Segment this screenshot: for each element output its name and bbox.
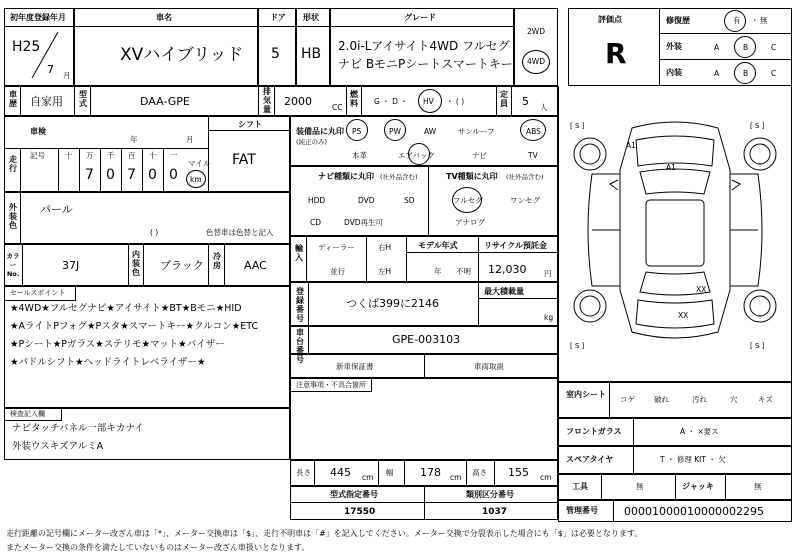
exterior-a: A: [714, 43, 720, 52]
plate-value: つくば399に2146: [346, 297, 439, 310]
equip-sunroof: サンルーフ: [458, 127, 495, 136]
handle-left: 左H: [378, 267, 392, 276]
mileage-digit-head: 十: [65, 151, 73, 160]
mileage-digit: 7: [127, 167, 136, 183]
displacement-label: 排気量: [263, 87, 271, 114]
interior-label: 内装: [666, 68, 682, 77]
nav-dvd-play: DVD再生可: [344, 218, 384, 227]
payload-unit: kg: [544, 313, 554, 322]
mileage-digit-head: 十: [149, 151, 157, 160]
sales-line-3: ★Pシート★Pガラス★ステリモ★マット★バイザー: [10, 339, 225, 350]
tv-label: TV種類に丸印: [446, 172, 498, 181]
mileage-sep: [20, 148, 21, 192]
mileage-digit: 7: [85, 167, 94, 183]
import-sep1: [306, 236, 307, 282]
spare-label: スペアタイヤ: [566, 455, 614, 464]
seat-yogore: 汚れ: [692, 395, 707, 404]
plate-label: 登録番号: [296, 287, 304, 323]
handle-right: 右H: [378, 243, 392, 252]
recycle-value: 12,030: [488, 263, 527, 276]
doors-divider: [258, 26, 296, 27]
chassis-label: 車台番号: [296, 328, 304, 364]
capacity-value: 5: [522, 95, 529, 108]
color-no-label: カラーNo.: [6, 252, 20, 278]
svg-text:[ S ]: [ S ]: [570, 342, 585, 350]
inspector-divider-v: [4, 408, 62, 420]
repair-sep: ・: [751, 16, 759, 25]
exterior-c: C: [771, 43, 777, 52]
interior-color-label: 内装色: [132, 250, 140, 277]
tv-sub: (社外品含む): [506, 173, 544, 181]
tools-value: 無: [636, 482, 644, 491]
mileage-km: km: [190, 175, 202, 184]
spare-value: T ・ 修理 KIT ・ 欠: [660, 455, 726, 464]
sales-divider: [4, 300, 76, 301]
car-name: XVハイブリッド: [120, 45, 244, 65]
shape-label: 形状: [303, 13, 319, 22]
sales-line-2: ★AライトPフォグ★Pスタ★スマートキー★クルコン★ETC: [10, 321, 259, 332]
tv-fullseg: フルセグ: [453, 196, 483, 205]
inspector-label: 検査記入欄: [10, 410, 45, 418]
fuel-options: G ・ D ・: [374, 97, 408, 106]
color-note: 色替車は色替と記入: [206, 228, 274, 237]
manual-label: 車両取説: [474, 362, 504, 371]
svg-text:[ S ]: [ S ]: [750, 342, 765, 350]
name-divider: [74, 26, 258, 27]
diagram-mark-xx-1: XX: [696, 285, 707, 294]
usage-label: 車歴: [9, 90, 17, 108]
colorno-sep2: [128, 244, 129, 286]
row2-sep9: [511, 86, 512, 116]
grade-line1: 2.0i-Lアイサイト4WD フルセグ: [338, 39, 510, 53]
plate-sep1: [308, 282, 309, 326]
mgmt-value: 00001000010000002295: [624, 505, 764, 518]
import-sep4: [478, 236, 479, 282]
capacity-label: 定員: [500, 90, 508, 108]
type-no-label: 型式指定番号: [330, 490, 378, 499]
chassis-value: GPE-003103: [392, 333, 461, 346]
recycle-label: リサイクル預託金: [484, 241, 547, 250]
grade-line2: ナビ BモニPシートスマートキー: [338, 57, 513, 71]
warranty-sep: [424, 354, 425, 378]
nav-sd: SD: [404, 196, 415, 205]
nav-sub: (社外品含む): [380, 173, 418, 181]
color-label: 外装色: [9, 203, 17, 230]
dims-sep2: [378, 460, 379, 486]
mileage-mile: マイル: [188, 159, 211, 168]
reg-slash: [30, 30, 60, 80]
score-value: R: [605, 37, 627, 70]
interior-a: A: [714, 69, 720, 78]
seat-ana: 穴: [730, 395, 738, 404]
seat-sep: [558, 382, 610, 418]
grade-divider: [330, 26, 514, 27]
interior-b: B: [743, 69, 749, 78]
width-unit: cm: [450, 473, 462, 482]
mileage-digit: 0: [148, 167, 157, 183]
sales-line-4: ★パドルシフト★ヘッドライトレベライザー★: [10, 357, 206, 368]
class-no-value: 1037: [482, 507, 508, 517]
length-value: 445: [330, 466, 351, 479]
exterior-circle: [734, 36, 756, 58]
inspection-year: 年: [130, 135, 138, 144]
equip-ps-circle: [346, 119, 368, 141]
equip-nav: ナビ: [472, 151, 487, 160]
colorno-sep1: [22, 244, 23, 286]
drive-cell: [514, 8, 558, 86]
length-unit: cm: [362, 473, 374, 482]
fuel-label: 燃料: [350, 90, 358, 108]
plate-divider: [478, 298, 558, 299]
footer-line-2: またメーター交換の条件を満たしていないものはメーター改ざん車扱いとなります。: [6, 543, 310, 552]
score-label: 評価点: [598, 15, 622, 24]
model-year-label: モデル年式: [418, 241, 458, 250]
mileage-digit-head: 万: [86, 151, 94, 160]
equip-airbag: エアバック: [398, 151, 435, 160]
row2-sep8: [496, 86, 497, 116]
doors-label: ドア: [270, 13, 286, 22]
diagram-mark-a1-top: A1: [666, 163, 676, 172]
nav-tv-sep: [428, 166, 429, 236]
ac-label: 冷房: [213, 252, 221, 270]
row2-sep2: [74, 86, 75, 116]
typeno-divider: [290, 502, 558, 503]
tv-oneseg: ワンセグ: [510, 196, 540, 205]
width-label: 幅: [386, 468, 394, 477]
import-dealer: ディーラー: [318, 243, 355, 252]
seat-koge: コゲ: [620, 395, 635, 404]
exterior-b: B: [743, 43, 749, 52]
ac-value: AAC: [244, 259, 267, 272]
tv-fullseg-circle: [452, 187, 482, 213]
nav-label: ナビ種類に丸印: [318, 172, 374, 181]
colorno-sep3: [143, 244, 144, 286]
reg-label: 初年度登録年月: [10, 13, 66, 22]
equip-aw: AW: [424, 127, 437, 136]
equipment-sublabel: (純正のみ): [296, 138, 328, 146]
reg-year: H25: [12, 39, 41, 55]
fuel-hv: HV: [423, 97, 434, 106]
repair-label: 修復歴: [666, 16, 690, 25]
reg-month-unit: 月: [63, 71, 71, 80]
equip-abs-circle: [520, 119, 546, 141]
length-label: 長さ: [296, 468, 311, 477]
row2-sep6: [346, 86, 347, 116]
tools-label: 工具: [572, 482, 588, 491]
row2-sep5: [274, 86, 275, 116]
dims-sep1: [314, 460, 315, 486]
footer-line-1: 走行距離の記号欄にメーター改ざん車は「*」、メーター交換車は「$」、走行不明車は「#」を記入してください。メーター交換で分裂表示した場合にも「$」は必要となります。: [6, 529, 643, 538]
color-paren: ( ): [150, 228, 159, 237]
displacement-unit: CC: [332, 103, 343, 112]
model-year-unknown: 不明: [456, 267, 471, 276]
svg-text:[ S ]: [ S ]: [750, 122, 765, 130]
equipment-label: 装備品に丸印: [296, 127, 344, 136]
jack-label: ジャッキ: [682, 482, 714, 491]
inspection-month: 月: [186, 135, 194, 144]
shift-value: FAT: [232, 152, 256, 168]
equip-airbag-circle: [408, 143, 430, 165]
type-no-value: 17550: [344, 507, 376, 517]
mileage-digit-head: 一: [170, 151, 178, 160]
nav-dvd: DVD: [358, 196, 375, 205]
inspector-line-2: 外装ウスキズアルミA: [12, 441, 104, 452]
colorno-sep5: [224, 244, 225, 286]
height-unit: cm: [540, 473, 552, 482]
exterior-label: 外装: [666, 42, 682, 51]
warranty-label: 新車保証書: [336, 362, 374, 371]
chassis-sep: [308, 326, 309, 354]
displacement-value: 2000: [284, 95, 312, 108]
mileage-digit-head: 百: [128, 151, 136, 160]
equip-pw: PW: [389, 127, 401, 136]
equip-leather: 本革: [352, 151, 367, 160]
windshield-value: A ・ ×要ス: [680, 427, 719, 436]
model-year-year: 年: [434, 267, 442, 276]
usage-value: 自家用: [30, 95, 63, 108]
colorno-sep4: [208, 244, 209, 286]
dims-sep4: [466, 460, 467, 486]
typeno-sep: [424, 486, 425, 520]
color-no-value: 37J: [62, 259, 80, 272]
import-label: 輸入: [295, 244, 303, 262]
row2-sep1: [20, 86, 21, 116]
drive-4wd: 4WD: [527, 57, 545, 66]
repair-no: 無: [760, 16, 768, 25]
model-label: 型式: [79, 90, 87, 108]
reg-divider: [4, 26, 74, 27]
interior-circle: [734, 62, 756, 84]
tv-analog: アナログ: [455, 218, 485, 227]
sales-line-1: ★4WD★フルセグナビ★アイサイト★BT★Bモニ★HID: [10, 303, 242, 314]
grade-label: グレード: [404, 13, 436, 22]
import-divider: [406, 252, 558, 253]
equip-pw-circle: [384, 119, 406, 141]
repair-circle: [724, 10, 746, 32]
shift-label: シフト: [238, 120, 262, 129]
dims-sep5: [494, 460, 495, 486]
import-sep2: [366, 236, 367, 282]
interior-color-value: ブラック: [160, 259, 204, 272]
mileage-label: 走行: [9, 155, 17, 173]
inspection-label: 車検: [30, 127, 46, 136]
mileage-record-label: 記号: [30, 151, 45, 160]
color-value: パール: [40, 203, 73, 216]
inspector-line-1: ナビタッチパネル一部キカナイ: [12, 423, 144, 434]
nav-hdd: HDD: [308, 196, 326, 205]
name-label: 車名: [156, 13, 172, 22]
seat-label: 室内シート: [566, 390, 606, 399]
shift-divider: [208, 130, 290, 131]
width-value: 178: [420, 466, 441, 479]
doors-value: 5: [271, 46, 280, 62]
shape-value: HB: [301, 46, 322, 62]
recycle-unit: 円: [544, 269, 552, 278]
class-no-label: 類別区分番号: [466, 490, 514, 499]
mgmt-label: 管理番号: [566, 506, 598, 515]
shift-sep: [208, 116, 209, 192]
jack-value: 無: [754, 482, 762, 491]
sales-divider-v: [4, 286, 76, 300]
dims-sep3: [404, 460, 405, 486]
car-diagram: [562, 110, 788, 360]
row2-sep3: [90, 86, 91, 116]
height-value: 155: [508, 466, 529, 479]
import-sep3: [406, 236, 407, 282]
svg-text:[ S ]: [ S ]: [570, 122, 585, 130]
row2-sep4: [258, 86, 259, 116]
repair-yes: 有: [733, 16, 741, 25]
notes-divider: [290, 391, 372, 392]
notes-divider-v: [290, 378, 372, 391]
seat-kizu: キズ: [758, 395, 773, 404]
fuel-tail: ・ ( ): [446, 97, 465, 106]
model-value: DAA-GPE: [140, 95, 190, 108]
interior-c: C: [771, 69, 777, 78]
drive-2wd: 2WD: [527, 27, 545, 36]
notes-label: 注意事項・不具合箇所: [296, 381, 366, 389]
mileage-digit: 0: [106, 167, 115, 183]
mileage-digit: 0: [169, 167, 178, 183]
windshield-label: フロントガラス: [566, 427, 622, 436]
row2-sep7: [361, 86, 362, 116]
diagram-mark-xx-2: XX: [678, 311, 689, 320]
payload-label: 最大積載量: [484, 287, 524, 296]
equip-abs: ABS: [526, 127, 541, 136]
color-sep: [20, 192, 21, 244]
capacity-unit: 人: [540, 103, 548, 112]
import-parallel: 並行: [330, 267, 345, 276]
mileage-digit-head: 千: [107, 151, 115, 160]
seat-yabure: 破れ: [654, 395, 669, 404]
equip-tv: TV: [528, 151, 538, 160]
plate-sep2: [478, 282, 479, 326]
diagram-mark-a1-left: A1: [626, 141, 636, 150]
inspector-divider: [4, 420, 62, 421]
reg-month: 7: [47, 63, 54, 76]
nav-cd: CD: [310, 218, 322, 227]
height-label: 高さ: [472, 468, 487, 477]
shape-divider: [296, 26, 330, 27]
equip-ps: PS: [352, 127, 362, 136]
sales-label: セールスポイント: [10, 289, 66, 297]
